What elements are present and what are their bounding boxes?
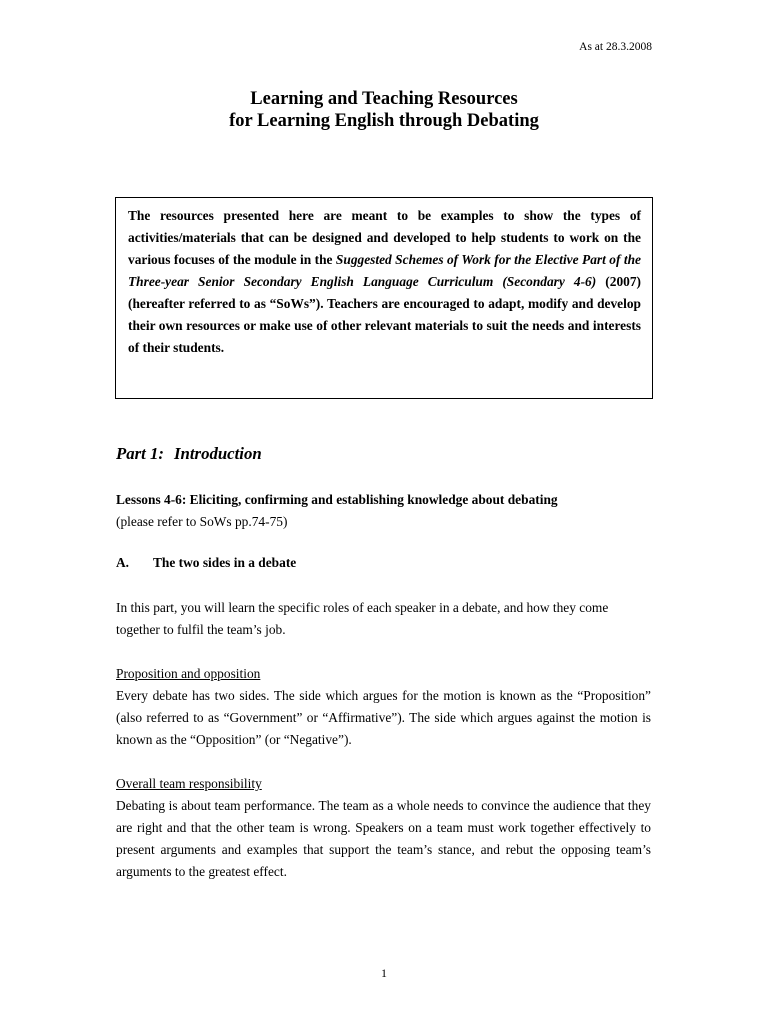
section-a-letter: A. bbox=[116, 555, 130, 570]
team-section bbox=[116, 773, 651, 883]
notice-italic-title: Suggested Schemes of Work for the Elective Part of the Three-year Senior Secondary English Language Curriculum (Secondary 4-6) bbox=[128, 252, 641, 289]
lessons-block bbox=[116, 489, 656, 533]
document-date: As at 28.3.2008 bbox=[579, 41, 652, 53]
team-body: Debating is about team performance. The team as a whole needs to convince the audience that they are right and that the other team is wrong. Speakers on a team must work together effectively to present arguments and examples that support the team’s stance, and rebut the opposing team’s arguments to the greatest effect. bbox=[116, 798, 651, 879]
title-line-2: for Learning English through Debating bbox=[229, 111, 539, 131]
proposition-body: Every debate has two sides. The side which argues for the motion is known as the “Proposition” (also referred to as “Government” or “Affirmative”). The side which argues against the motion is known as the “Opposition” (or “Negative”). bbox=[116, 688, 651, 747]
intro-paragraph: In this part, you will learn the specific roles of each speaker in a debate, and how they come together to fulfil the team’s job. bbox=[116, 600, 609, 637]
notice-box bbox=[115, 197, 653, 399]
section-a-title: The two sides in a debate bbox=[153, 555, 297, 570]
team-heading: Overall team responsibility bbox=[116, 776, 262, 791]
notice-text-before: The resources presented here are meant to be examples to show the types of activities/materials that can be designed and developed to help students to work on the various focuses of the module in the bbox=[128, 208, 641, 267]
part-label: Part 1: bbox=[116, 444, 165, 463]
lessons-title: Lessons 4-6: Eliciting, confirming and establishing knowledge about debating bbox=[116, 492, 558, 507]
part-heading bbox=[116, 444, 262, 464]
proposition-section bbox=[116, 663, 651, 751]
lessons-reference: (please refer to SoWs pp.74-75) bbox=[116, 514, 288, 529]
section-a-heading bbox=[116, 555, 296, 571]
proposition-heading: Proposition and opposition bbox=[116, 666, 261, 681]
part-title: Introduction bbox=[174, 444, 262, 463]
notice-text-after: (2007) (hereafter referred to as “SoWs”). Teachers are encouraged to adapt, modify and develop their own resources or make use of other relevant materials to suit the needs and interests of their students. bbox=[128, 274, 641, 355]
document-title bbox=[0, 88, 768, 132]
title-line-1: Learning and Teaching Resources bbox=[250, 89, 518, 109]
page-number: 1 bbox=[381, 966, 387, 980]
